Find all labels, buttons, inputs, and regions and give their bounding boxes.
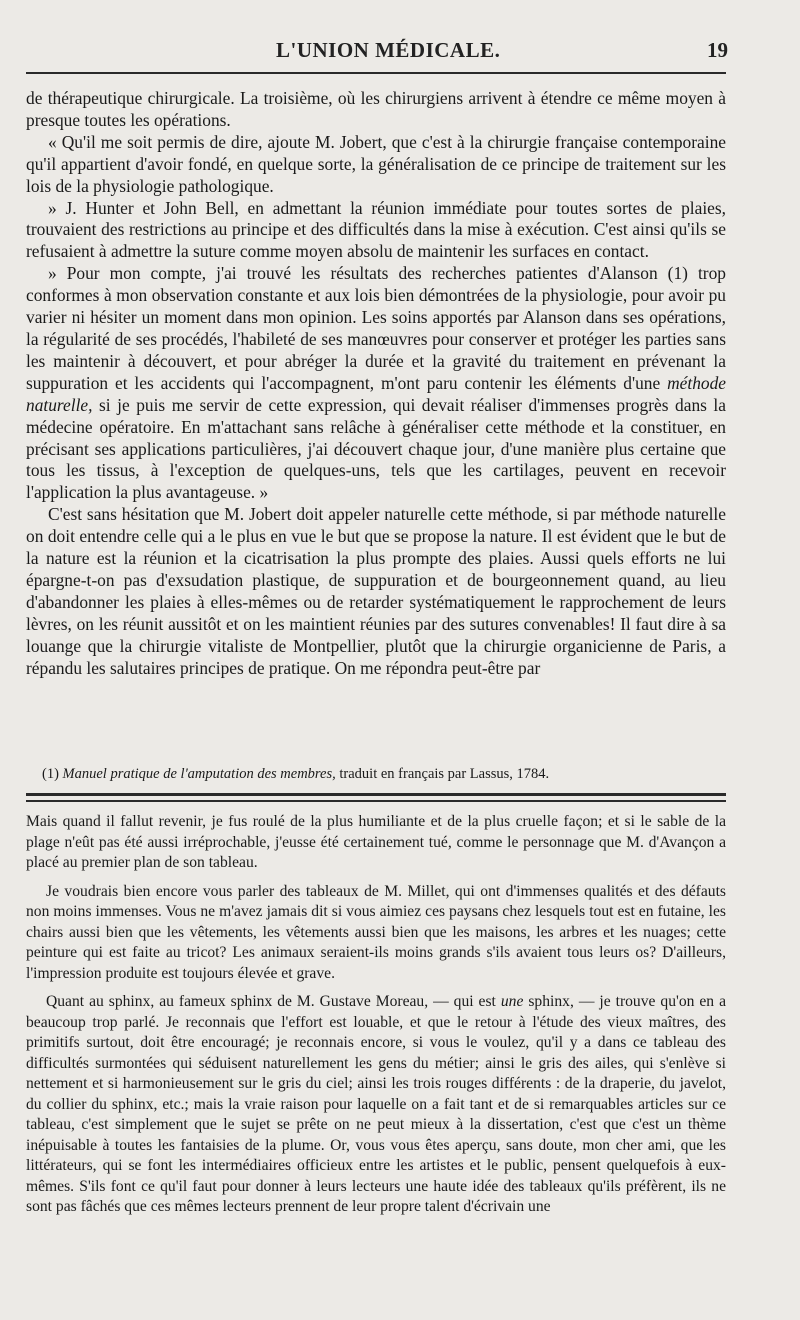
running-title: L'UNION MÉDICALE. (276, 38, 501, 62)
footnote (26, 764, 726, 784)
section-rule (26, 800, 726, 802)
paragraph (26, 263, 726, 504)
paragraph: Mais quand il fallut revenir, je fus roulé de la plus humiliante et de la plus cruelle façon; et si le sable de la plage n'eût pas été aussi irréprochable, j'eusse été certainement tué, comme le personnage que M. d'Avançon a placé au premier plan de son tableau. (26, 813, 726, 871)
paragraph: C'est sans hésitation que M. Jobert doit appeler naturelle cette méthode, si par méthode naturelle on doit entendre celle qui a le plus en vue le but que se propose la nature. Il est évident que le but de la nature est la réunion et la cicatrisation la plus prompte des plaies. Aussi quels efforts ne lui épargne-t-on pas d'exsudation plastique, de suppuration et de bourgeonnement quand, au lieu d'abandonner les plaies à elles-mêmes ou de retarder systématiquement le rapprochement de leurs lèvres, on les réunit aussitôt et on les maintient réunies par des sutures convenables! Il faut dire à sa louange que la chirurgie vitaliste de Montpellier, plutôt que la chirurgie organicienne de Paris, a répandu les salutaires principes de pratique. On me répondra peut-être par (26, 504, 726, 678)
paragraph-text: sphinx, — je trouve qu'on en a beaucoup trop parlé. Je reconnais que l'effort est louable, et que le retour à l'étude des vieux maîtres, des primitifs surtout, doit être encouragé; je reconnais encore, si vous le voulez, qu'il y a dans ce tableau des difficultés surmontées qui séduisent naturellement les gens du métier; ainsi le gris des ailes, qui s'enlève si nettement et si harmonieusement sur le gris du ciel; ainsi les trois rouges différents : de la draperie, du javelot, du collier du sphinx, etc.; mais la vraie raison pour laquelle on a fait tant et de si remarquables articles sur ce tableau, c'est simplement que le sujet se prête on ne peut mieux à la dissertation, c'est que c'est un thème inépuisable à toutes les fantaisies de la plume. Or, vous vous êtes aperçu, sans doute, mon cher ami, que les littérateurs, qui se font les intermédiaires officieux entre les artistes et le public, pensent quelquefois à eux-mêmes. S'ils font ce qu'il faut pour donner à leurs lecteurs une haute idée des tableaux qu'ils préfèrent, ils ne sont pas fâchés que ces mêmes lecteurs prennent de leur propre talent d'écrivain une (26, 993, 727, 1215)
feuilleton-section (26, 812, 726, 1226)
footnote-text: traduit en français par Lassus, 1784. (339, 766, 550, 782)
header-rule (26, 72, 726, 74)
main-article (26, 88, 726, 679)
paragraph: de thérapeutique chirurgicale. La troisième, où les chirurgiens arrivent à étendre ce même moyen à presque toutes les opérations. (26, 88, 726, 130)
page-number: 19 (707, 38, 728, 62)
footnote-marker: (1) (42, 766, 59, 782)
emphasis-text: une (500, 993, 524, 1010)
page-header (26, 34, 726, 74)
paragraph: Je voudrais bien encore vous parler des tableaux de M. Millet, qui ont d'immenses qualités et des défauts non moins immenses. Vous ne m'avez jamais dit si vous aimiez ces paysans chez lesquels tout est en futaine, les chairs aussi bien que les vêtements, les vêtements aussi bien que les maisons, les arbres et les nuages; cette peinture qui est faite au tricot? Les animaux seraient-ils moins grands s'ils avaient tous leurs os? D'ailleurs, l'impression produite est toujours élevée et grave. (26, 882, 726, 982)
paragraph-text: » Pour mon compte, j'ai trouvé les résultats des recherches patientes d'Alanson (1) trop conformes à mon observation constante et aux lois bien démontrées de la physiologie, pour avoir pu varier ni hésiter un moment dans mon opinion. Les soins apportés par Alanson dans ses opérations, la régularité de ses procédés, l'habileté de ses manœuvres pour conserver et protéger les parties sans les maintenir à découvert, et pour abréger la durée et la gravité du traitement en prévenant la suppuration et les accidents qui l'accompagnent, m'ont paru contenir les éléments d'une (26, 263, 726, 393)
paragraph-text: si je puis me servir de cette expression, qui devait réaliser d'immenses progrès dans la médecine opératoire. En m'attachant sans relâche à généraliser cette méthode et la constituer, en précisant ses applications particulières, j'ai découvert chaque jour, d'une manière plus certaine que tous les tissus, à l'exception de quelques-uns, tels que les cartilages, peuvent en recevoir l'application la plus avantageuse. » (26, 394, 726, 503)
paragraph: » J. Hunter et John Bell, en admettant la réunion immédiate pour toutes sortes de plaies, trouvaient des restrictions au principe et des difficultés dans la mise à exécution. C'est ainsi qu'ils se refusaient à admettre la suture comme moyen absolu de maintenir les surfaces en contact. (26, 197, 726, 262)
paragraph-text: Quant au sphinx, au fameux sphinx de M. Gustave Moreau, — qui est (46, 993, 496, 1010)
emphasis-text: méthode naturelle, (26, 372, 726, 415)
footnote-title: Manuel pratique de l'amputation des membres, (62, 766, 336, 782)
section-rule (26, 793, 726, 796)
paragraph: « Qu'il me soit permis de dire, ajoute M. Jobert, que c'est à la chirurgie française contemporaine qu'il appartient d'avoir fondé, en quelque sorte, la généralisation de ce principe de traitement sur les lois de la physiologie pathologique. (26, 131, 726, 196)
paragraph (26, 992, 726, 1218)
